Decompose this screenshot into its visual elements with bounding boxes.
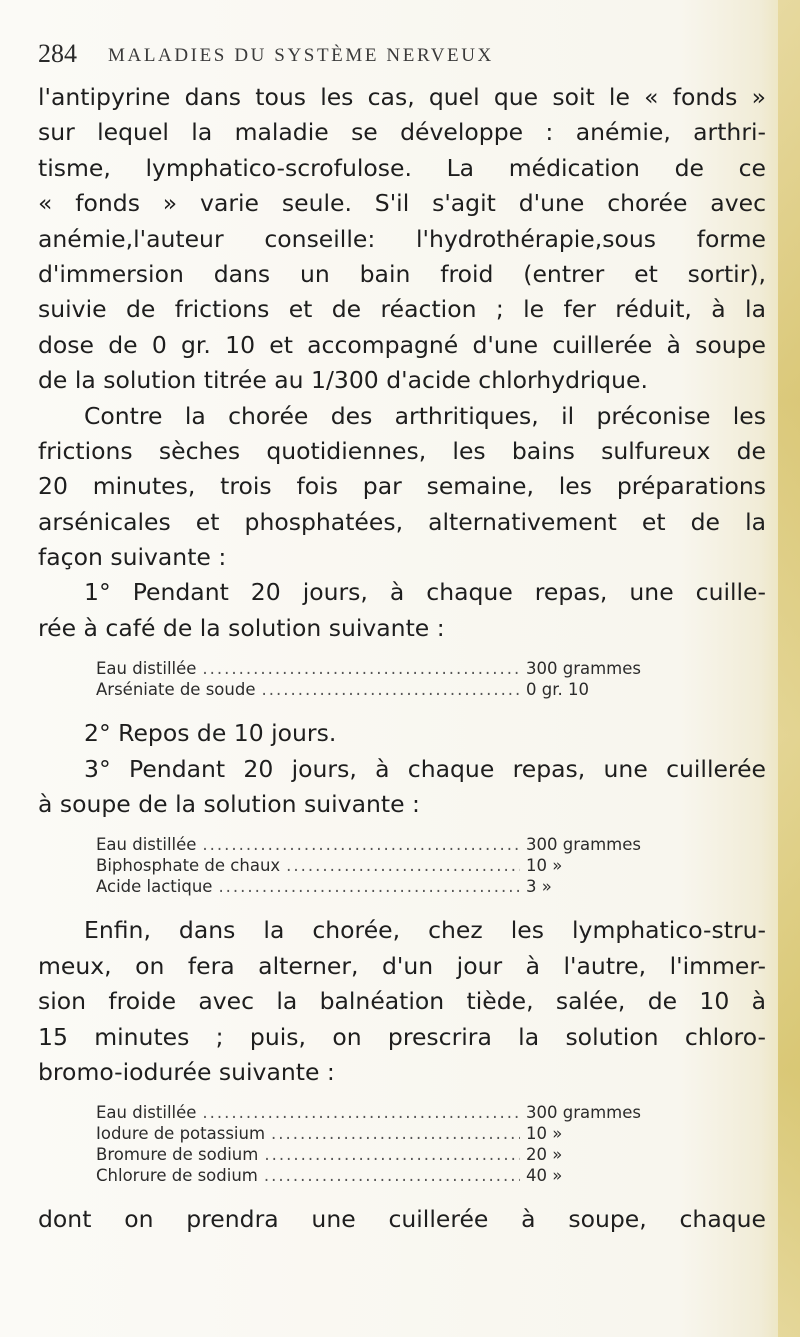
recipe-row	[96, 1144, 656, 1165]
text-line: 15 minutes ; puis, on prescrira la solution chloro-	[38, 1022, 766, 1051]
text-line: l'antipyrine dans tous les cas, quel que soit le « fonds »	[38, 83, 766, 111]
text-line: 1° Pendant 20 jours, à chaque repas, une cuille-	[84, 578, 766, 607]
text-line: « fonds » varie seule. S'il s'agit d'une chorée avec	[38, 189, 766, 218]
ingredient: Eau distillée	[96, 1103, 197, 1123]
quantity: 0 gr. 10	[526, 680, 589, 700]
text-line: anémie,l'auteur conseille: l'hydrothérapie,sous forme	[38, 224, 766, 253]
text-line: Contre la chorée des arthritiques, il préconise les	[84, 401, 766, 430]
recipe-row	[96, 1165, 656, 1186]
step-1	[38, 575, 766, 646]
paragraph-1	[38, 80, 766, 399]
text-line: dose de 0 gr. 10 et accompagné d'une cuillerée à soupe	[38, 330, 766, 359]
paragraph-2	[38, 399, 766, 576]
step-2: 2° Repos de 10 jours.	[84, 719, 337, 748]
ingredient: Arséniate de soude	[96, 680, 256, 700]
running-title: MALADIES DU SYSTÈME NERVEUX	[108, 45, 494, 66]
text-line: 20 minutes, trois fois par semaine, les préparations	[38, 472, 766, 501]
ingredient: Biphosphate de chaux	[96, 856, 281, 876]
leader-dots	[261, 679, 520, 700]
step-3	[38, 752, 766, 823]
recipe-row	[96, 855, 656, 876]
text-line: meux, on fera alterner, d'un jour à l'autre, l'immer-	[38, 951, 766, 980]
page-body	[38, 80, 766, 1238]
recipe-row	[96, 876, 656, 897]
text-line: de la solution titrée au 1/300 d'acide chlorhydrique.	[38, 366, 648, 395]
leader-dots	[271, 1123, 520, 1144]
quantity: 300 grammes	[526, 659, 642, 679]
text-line: Enfin, dans la chorée, chez les lymphatico-stru-	[84, 916, 766, 945]
quantity: 10 »	[526, 856, 563, 876]
recipe-row	[96, 1102, 656, 1123]
leader-dots	[202, 1102, 520, 1123]
recipe-2	[96, 834, 656, 897]
ingredient: Eau distillée	[96, 835, 197, 855]
paragraph-3	[38, 913, 766, 1090]
quantity: 3 »	[526, 877, 552, 897]
text-line: sion froide avec la balnéation tiède, salée, de 10 à	[38, 987, 766, 1016]
text-line: à soupe de la solution suivante :	[38, 790, 420, 819]
text-line: tisme, lymphatico-scrofulose. La médication de ce	[38, 153, 766, 182]
recipe-row	[96, 658, 656, 679]
text-line: 3° Pendant 20 jours, à chaque repas, une cuillerée	[84, 754, 766, 783]
text-line: suivie de frictions et de réaction ; le fer réduit, à la	[38, 295, 766, 324]
recipe-1	[96, 658, 656, 700]
text-line: rée à café de la solution suivante :	[38, 613, 445, 642]
page-number: 284	[38, 39, 77, 68]
recipe-row	[96, 1123, 656, 1144]
text-line: sur lequel la maladie se développe : anémie, arthri-	[38, 118, 766, 147]
text-line: arsénicales et phosphatées, alternativement et de la	[38, 507, 766, 536]
leader-dots	[264, 1144, 520, 1165]
final-line: dont on prendra une cuillerée à soupe, chaque	[38, 1205, 766, 1234]
text-line: bromo-iodurée suivante :	[38, 1057, 335, 1086]
ingredient: Eau distillée	[96, 659, 197, 679]
text-line: d'immersion dans un bain froid (entrer et sortir),	[38, 259, 766, 288]
text-line: frictions sèches quotidiennes, les bains sulfureux de	[38, 436, 766, 465]
ingredient: Chlorure de sodium	[96, 1166, 258, 1186]
ingredient: Acide lactique	[96, 877, 213, 897]
recipe-3	[96, 1102, 656, 1186]
quantity: 10 »	[526, 1124, 563, 1144]
leader-dots	[202, 834, 520, 855]
quantity: 300 grammes	[526, 1103, 642, 1123]
leader-dots	[218, 876, 520, 897]
leader-dots	[264, 1165, 520, 1186]
quantity: 300 grammes	[526, 835, 642, 855]
quantity: 20 »	[526, 1145, 563, 1165]
leader-dots	[286, 855, 520, 876]
quantity: 40 »	[526, 1166, 563, 1186]
ingredient: Bromure de sodium	[96, 1145, 259, 1165]
page-edge-shadow	[778, 0, 800, 1337]
text-line: façon suivante :	[38, 543, 227, 572]
page-header	[38, 34, 738, 74]
recipe-row	[96, 834, 656, 855]
leader-dots	[202, 658, 520, 679]
ingredient: Iodure de potassium	[96, 1124, 266, 1144]
recipe-row	[96, 679, 656, 700]
